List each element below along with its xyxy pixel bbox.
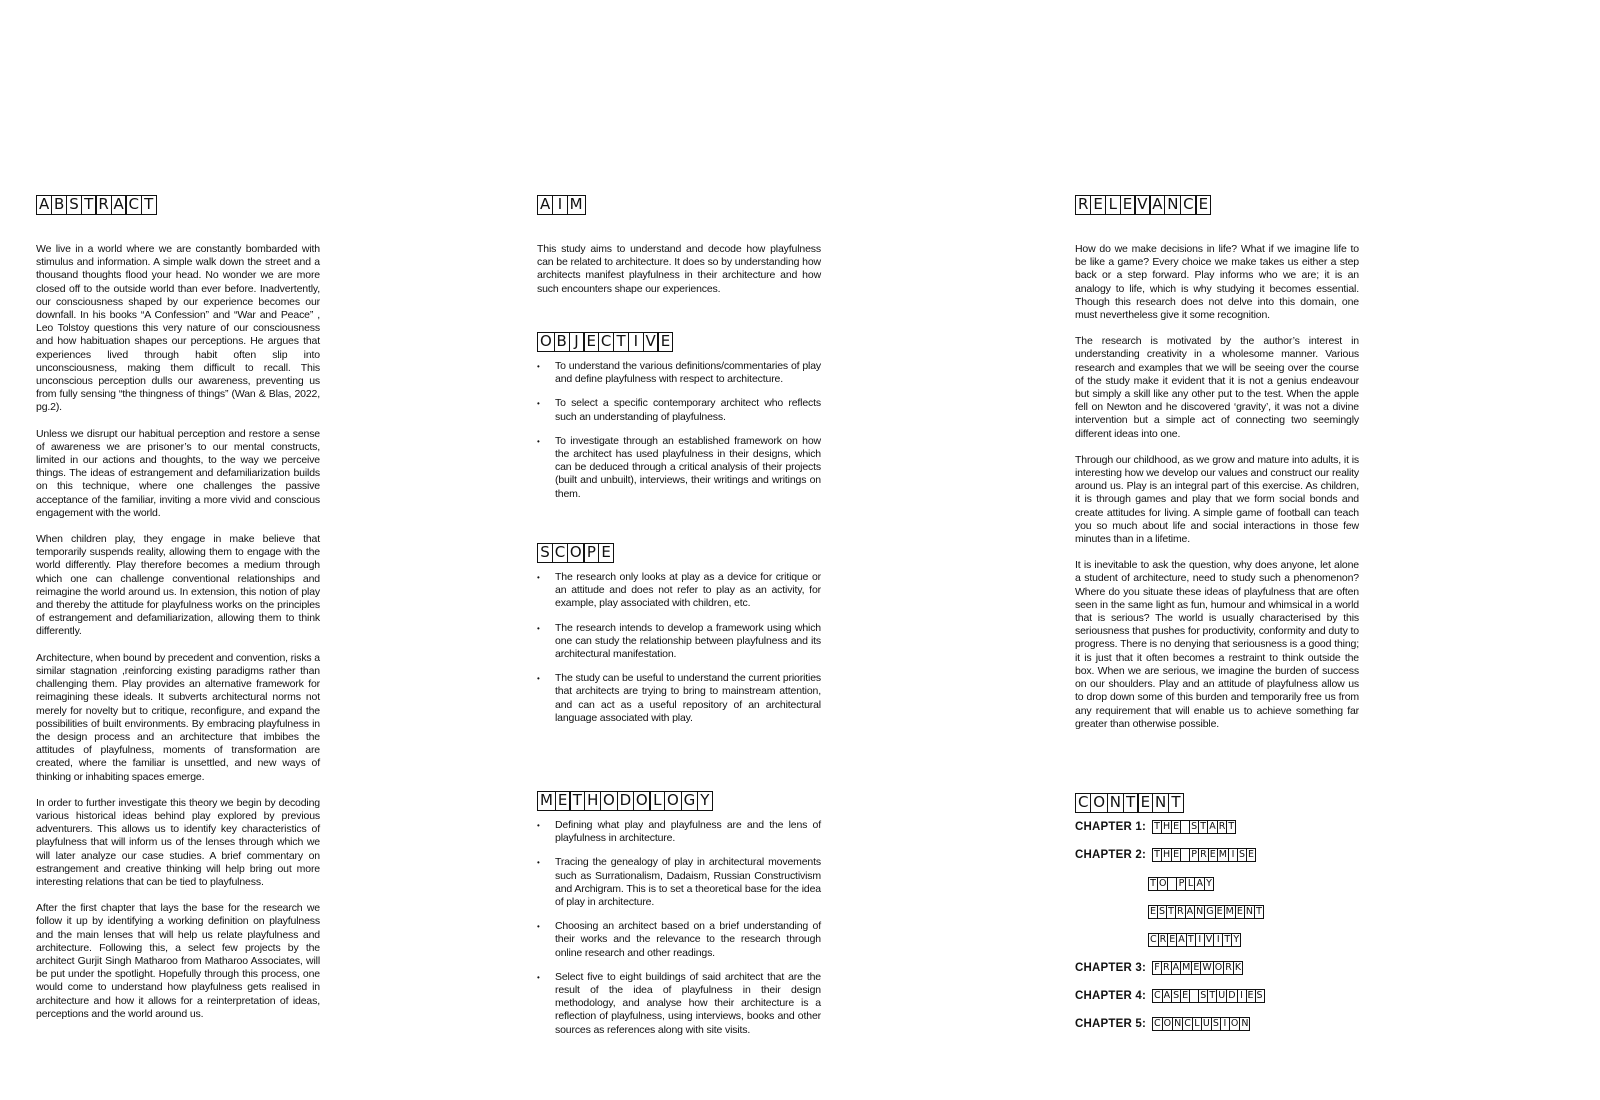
list-item: • To select a specific contemporary architect who reflects such an understanding of playfulness.: [537, 397, 821, 423]
scope-heading: [537, 543, 614, 563]
heading-letter: C: [552, 543, 568, 563]
content-section: [1075, 793, 1359, 1053]
chapter-title-letter: I: [1213, 933, 1223, 947]
chapter-title-letter: E: [1236, 906, 1243, 917]
chapter-title-letter: T: [1152, 820, 1162, 834]
chapter-title-letter: E: [1169, 934, 1176, 945]
chapter-title-letter: T: [1207, 989, 1217, 1003]
chapter-row: [1075, 904, 1264, 920]
heading-letter: O: [1090, 793, 1108, 813]
chapter-title-letter: T: [1254, 905, 1264, 919]
chapter-title: [1152, 1017, 1250, 1031]
chapter-title-letter: R: [1163, 962, 1170, 973]
chapter-row: [1075, 988, 1265, 1004]
objective-section: [537, 332, 821, 501]
heading-letter: T: [569, 791, 585, 811]
heading-letter: I: [628, 332, 644, 352]
chapter-label: CHAPTER 5:: [1075, 1018, 1147, 1030]
heading-letter: O: [567, 543, 585, 563]
chapter-title-letter: O: [1163, 1018, 1172, 1029]
abstract-paragraph: Unless we disrupt our habitual perception and restore a sense of awareness we are prisoner’s to our mental constructs, limited in our actions and thoughts, to the way we perceive things. The ideas of estrangement and defamiliarization builds on this technique, where one challenges the passive acceptance of the familiar, inviting a more vivid and conscious engagement with the world.: [36, 427, 320, 519]
chapter-title-letter: E: [1173, 821, 1180, 832]
chapter-title-letter: O: [1214, 962, 1223, 973]
methodology-heading: [537, 791, 713, 811]
chapter-title-letter: E: [1248, 849, 1255, 860]
heading-letter: I: [552, 195, 568, 215]
chapter-title-letter: R: [1200, 849, 1207, 860]
chapter-title-letter: S: [1200, 990, 1207, 1001]
heading-letter: E: [555, 791, 571, 811]
heading-letter: C: [125, 195, 141, 215]
chapter-title-letter: A: [1163, 990, 1171, 1001]
heading-letter: O: [537, 332, 555, 352]
heading-letter: E: [598, 543, 614, 563]
chapter-title-letter: I: [1220, 1017, 1230, 1031]
chapter-title-letter: D: [1228, 990, 1236, 1001]
chapter-title-letter: M: [1225, 906, 1234, 917]
heading-letter: T: [613, 332, 629, 352]
chapter-row: [1075, 932, 1241, 948]
heading-letter: T: [1123, 793, 1139, 813]
chapter-title-letter: T: [1222, 933, 1232, 947]
list-item: • Select five to eight buildings of said architect that are the result of the idea of playfulness in their design methodology, and analyse how their architecture is a reflection of playfulness, using interviews, books and other sources as references along with site visits.: [537, 971, 821, 1037]
chapter-title: [1148, 905, 1264, 919]
chapter-row: [1075, 819, 1236, 835]
chapter-title-letter: S: [1191, 821, 1198, 832]
list-item: • The study can be useful to understand the current priorities that architects are trying to bring to mainstream attention, and can act as a useful repository of an architectural language associated with play.: [537, 672, 821, 725]
chapter-title-letter: L: [1185, 877, 1195, 891]
chapter-title-letter: N: [1241, 1018, 1249, 1029]
heading-letter: S: [66, 195, 82, 215]
chapter-title-letter: C: [1184, 1018, 1191, 1029]
chapter-title-letter: T: [1166, 905, 1176, 919]
chapter-title-letter: T: [1152, 848, 1162, 862]
chapter-title-letter: S: [1256, 990, 1263, 1001]
aim-text: This study aims to understand and decode how playfulness can be related to architecture. It does so by understanding how architects manifest playfulness in their architecture and how such encounters shape our experiences.: [537, 243, 821, 295]
chapter-title-letter: I: [1228, 848, 1238, 862]
heading-letter: J: [569, 332, 585, 352]
chapter-title-letter: Y: [1231, 933, 1241, 947]
heading-letter: Y: [697, 791, 713, 811]
list-item: • Defining what play and playfulness are and the lens of playfulness in architecture.: [537, 819, 821, 845]
list-item: • Choosing an architect based on a brief understanding of their works and the relevance to the research through online research and other readings.: [537, 920, 821, 960]
chapter-title-letter: N: [1245, 906, 1253, 917]
list-item: • To understand the various definitions/commentaries of play and define playfulness with respect to architecture.: [537, 360, 821, 386]
chapter-title-letter: R: [1225, 962, 1232, 973]
chapter-title: [1152, 820, 1236, 834]
relevance-paragraph: How do we make decisions in life? What if we imagine life to be like a game? Every choice we make takes us either a step back or a step forward. Play informs who we are; it is an analogy to life, which is why studying it becomes essential. Though this research does not delve into this domain, one must nevertheless give it some recognition.: [1075, 243, 1359, 322]
heading-letter: A: [36, 195, 52, 215]
chapter-label: CHAPTER 4:: [1075, 990, 1147, 1002]
chapter-title-letter: U: [1202, 1018, 1210, 1029]
abstract-heading: [36, 195, 157, 215]
chapter-title-letter: H: [1163, 821, 1171, 832]
chapter-title-letter: C: [1154, 1018, 1161, 1029]
list-item: • Tracing the genealogy of play in architectural movements such as Surrationalism, Dadaism, Russian Constructivism and Archigram. This is to set a theoretical base for the idea of play in architecture.: [537, 856, 821, 909]
chapter-title-letter: H: [1163, 849, 1171, 860]
chapter-title-letter: R: [1159, 934, 1167, 945]
relevance-heading: [1075, 195, 1211, 215]
heading-letter: O: [600, 791, 618, 811]
chapter-title-letter: N: [1174, 1018, 1182, 1029]
chapter-title-letter: T: [1198, 820, 1208, 834]
heading-letter: C: [598, 332, 614, 352]
chapter-title-letter: T: [1148, 877, 1158, 891]
heading-letter: C: [1075, 793, 1091, 813]
heading-letter: G: [681, 791, 699, 811]
methodology-section: [537, 791, 821, 1037]
objective-heading: [537, 332, 673, 352]
heading-letter: O: [633, 791, 651, 811]
heading-letter: B: [51, 195, 67, 215]
chapter-title-letter: C: [1150, 934, 1157, 945]
middle-column: [537, 195, 821, 1036]
heading-letter: O: [664, 791, 682, 811]
chapter-title-letter: G: [1206, 906, 1214, 917]
chapter-title-letter: V: [1205, 934, 1213, 945]
heading-letter: M: [537, 791, 556, 811]
heading-letter: C: [1180, 195, 1196, 215]
chapter-title-letter: T: [1226, 820, 1236, 834]
heading-letter: T: [81, 195, 97, 215]
chapter-title-letter: S: [1159, 906, 1166, 917]
chapter-title-letter: E: [1182, 990, 1189, 1001]
heading-letter: B: [554, 332, 570, 352]
heading-letter: N: [1152, 793, 1169, 813]
chapter-title-letter: P: [1189, 848, 1199, 862]
heading-letter: S: [537, 543, 553, 563]
heading-letter: A: [111, 195, 127, 215]
chapter-title: [1152, 961, 1243, 975]
heading-letter: E: [657, 332, 673, 352]
chapter-title: [1152, 848, 1256, 862]
methodology-list: [537, 819, 821, 1037]
aim-heading: [537, 195, 586, 215]
scope-list: [537, 571, 821, 725]
chapter-title-letter: S: [1239, 849, 1246, 860]
chapter-label: CHAPTER 1:: [1075, 821, 1147, 833]
chapter-row: [1075, 1016, 1250, 1032]
heading-letter: E: [1137, 793, 1153, 813]
list-item: • The research only looks at play as a device for critique or an attitude and does not refer to play as an activity, for example, play associated with children, etc.: [537, 571, 821, 611]
heading-letter: N: [1164, 195, 1181, 215]
chapter-title-letter: E: [1150, 906, 1157, 917]
chapter-title-letter: T: [1186, 933, 1196, 947]
chapter-title-letter: E: [1209, 849, 1216, 860]
chapter-title-letter: A: [1209, 821, 1216, 832]
chapter-title-letter: E: [1216, 906, 1223, 917]
aim-section: [537, 195, 821, 296]
list-item: • To investigate through an established framework on how the architect has used playfulness in their designs, which can be deduced through a critical analysis of their projects (built and unbuilt), interviews, their writings and writings on them.: [537, 435, 821, 501]
chapter-title: [1152, 989, 1265, 1003]
list-item: • The research intends to develop a framework using which one can study the relationship between playfulness and its architectural manifestation.: [537, 622, 821, 662]
chapter-title-letter: W: [1202, 962, 1212, 973]
chapter-title-letter: A: [1196, 878, 1203, 889]
heading-letter: V: [1134, 195, 1150, 215]
chapter-title-letter: O: [1230, 1018, 1239, 1029]
chapter-title-letter: L: [1192, 1017, 1202, 1031]
heading-letter: R: [1075, 195, 1091, 215]
chapter-title-letter: Y: [1204, 877, 1214, 891]
heading-letter: L: [1105, 195, 1121, 215]
chapter-title-letter: M: [1182, 962, 1191, 973]
content-heading: [1075, 793, 1184, 813]
heading-letter: E: [583, 332, 599, 352]
chapter-title-letter: A: [1172, 962, 1180, 973]
abstract-paragraph: After the first chapter that lays the base for the research we follow it up by identifying a working definition on playfulness and the main lenses that will help us relate playfulness and architecture. Following this, a select few projects by the architect Gurjit Singh Matharoo from Matharoo Associates, will be put under the spotlight. Hopefully through this process, one would come to understand how playfulness gets realised in architecture and how it allows for a reinterpretation of ideas, perceptions and the world around us.: [36, 902, 320, 1020]
abstract-section: [36, 195, 320, 1021]
chapter-title-letter: F: [1152, 961, 1162, 975]
abstract-paragraph: We live in a world where we are constantly bombarded with stimulus and information. A simple walk down the street and a thousand thoughts flood your head. No wonder we are more closed off to the outside world than ever before. Inadvertently, our consciousness shaped by our experience becomes our downfall. In his books “A Confession” and “War and Peace” , Leo Tolstoy questions this very nature of our consciousness and how habituation shapes our perceptions. He argues that experiences lived through habit often slip into unconsciousness, making them difficult to recall. This unconscious perception dulls our awareness, preventing us from fully sensing “the thingness of things” (Wan & Blas, 2022, pg.2).: [36, 243, 320, 414]
chapter-title-letter: E: [1193, 962, 1200, 973]
chapter-title-letter: S: [1173, 990, 1180, 1001]
chapter-row: [1075, 876, 1214, 892]
objective-list: [537, 360, 821, 501]
chapter-title-letter: I: [1195, 933, 1205, 947]
chapter-title-letter: A: [1178, 934, 1185, 945]
chapter-title-letter: K: [1234, 962, 1242, 973]
relevance-section: [1075, 195, 1359, 731]
chapter-title-letter: P: [1176, 877, 1186, 891]
chapter-title-letter: C: [1154, 990, 1161, 1001]
chapter-label: CHAPTER 2:: [1075, 849, 1147, 861]
chapter-title-letter: A: [1186, 906, 1194, 917]
chapter-title: [1148, 877, 1214, 891]
chapter-title-letter: U: [1218, 990, 1226, 1001]
scope-section: [537, 543, 821, 725]
abstract-paragraph: Architecture, when bound by precedent and convention, risks a similar stagnation ,reinforcing existing paradigms rather than challenging them. Play provides an alternative framework for reimagining these ideals. It subverts architectural norms not merely for novelty but to critique, reconfigure, and expand the possibilities of built environments. By embracing playfulness in the design process and an architecture that imbibes the attitudes of playfulness, moments of transformation are created, where the familiar is unsettled, and new ways of thinking or inhabiting spaces emerge.: [36, 651, 320, 783]
abstract-paragraph: When children play, they engage in make believe that temporarily suspends reality, allowing them to engage with the world differently. Play therefore becomes a medium through which one can challenge conventional relationships and reimagine the world around us. In extension, this notion of play and thereby the attitude for playfulness works on the principles of estrangement and defamiliarization, allowing them to think differently.: [36, 533, 320, 638]
chapter-title: [1148, 933, 1241, 947]
abstract-paragraph: In order to further investigate this theory we begin by decoding various historical ideas behind play explored by previous adventurers. This allows us to identify key characteristics of playfulness that will inform us of the lenses through which we will later analyze our case studies. A brief commentary on estrangement and creative thinking will help bring out more interesting relations that can be tied to playfulness.: [36, 796, 320, 888]
chapter-title-letter: R: [1218, 821, 1226, 832]
chapter-title-letter: M: [1218, 849, 1227, 860]
heading-letter: T: [1168, 793, 1184, 813]
heading-letter: T: [141, 195, 157, 215]
heading-letter: A: [537, 195, 553, 215]
relevance-paragraph: The research is motivated by the author’s interest in understanding creativity in a wholesome manner. Various research and examples that we will be seeing over the course of the study make it evident that it is not a genius endeavour but simply a skill like any other put to the test. When the apple fell on Newton and he discovered ‘gravity’, it was not a divine intervention but a simple act of connecting two seemingly different ideas into one.: [1075, 335, 1359, 440]
heading-letter: M: [567, 195, 586, 215]
heading-letter: R: [95, 195, 111, 215]
relevance-paragraph: Through our childhood, as we grow and mature into adults, it is interesting how we develop our values and construct our reality around us. Play is an integral part of this exercise. As children, it is through games and play that we form social bonds and create attitudes for living. A simple game of football can teach you so much about life and social interactions in those few minutes than in a lifetime.: [1075, 453, 1359, 546]
heading-letter: E: [1195, 195, 1211, 215]
chapter-title-letter: I: [1237, 989, 1247, 1003]
chapter-title-letter: O: [1159, 878, 1167, 889]
relevance-paragraph: It is inevitable to ask the question, why does anyone, let alone a student of architecture, need to study such a phenomenon? Where do you situate these ideas of playfulness that are often seen in the same light as fun, humour and whimsical in a world that is serious? The world is usually characterised by this seriousness that pushes for productivity, conformity and duty to progress. There is no denying that seriousness is a good thing; it is just that it often becomes a restraint to think outside the box. When we are serious, we imagine the burden of success on our shoulders. Play and an attitude of playfulness allow us to drop down some of this burden and temporarily free us from any requirement that will enable us to achieve something far greater than otherwise possible.: [1075, 559, 1359, 730]
right-column: [1075, 195, 1359, 1030]
heading-letter: D: [617, 791, 635, 811]
heading-letter: L: [649, 791, 665, 811]
chapter-label: CHAPTER 3:: [1075, 962, 1147, 974]
heading-letter: E: [1090, 195, 1106, 215]
chapter-title-letter: R: [1177, 906, 1184, 917]
chapter-title-letter: S: [1212, 1018, 1219, 1029]
heading-letter: A: [1149, 195, 1165, 215]
heading-letter: P: [583, 543, 599, 563]
heading-letter: H: [584, 791, 601, 811]
chapter-title-letter: N: [1196, 906, 1204, 917]
chapter-row: [1075, 960, 1243, 976]
heading-letter: V: [643, 332, 659, 352]
chapter-title-letter: E: [1173, 849, 1180, 860]
heading-letter: E: [1120, 195, 1136, 215]
chapter-title-letter: E: [1247, 990, 1254, 1001]
heading-letter: N: [1107, 793, 1124, 813]
chapter-row: [1075, 847, 1256, 863]
